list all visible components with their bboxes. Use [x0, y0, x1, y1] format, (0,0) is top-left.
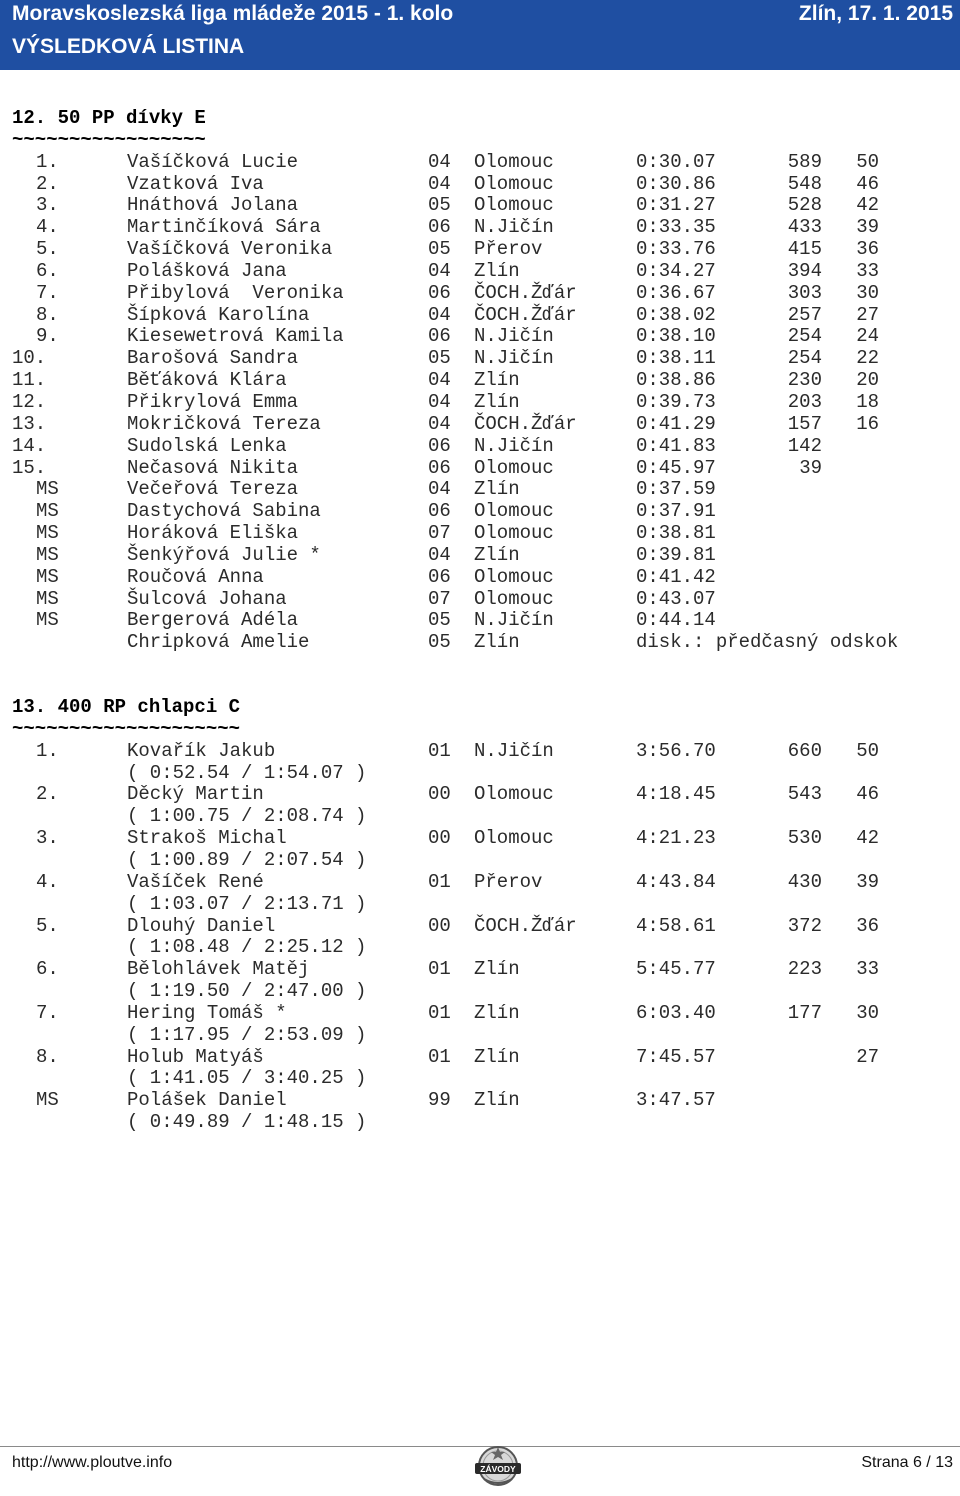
race-time: 0:37.91	[636, 500, 716, 523]
birth-year: 05	[428, 631, 451, 654]
league-score: 36	[856, 914, 879, 937]
birth-year: 04	[428, 150, 451, 173]
swimmer-name: Polášek Daniel	[127, 1089, 287, 1112]
result-row	[0, 174, 960, 196]
race-time: 0:45.97	[636, 456, 716, 479]
club-name: Olomouc	[474, 587, 554, 610]
birth-year: 06	[428, 500, 451, 523]
club-name: ČOCH.Žďár	[474, 303, 577, 326]
club-name: Zlín	[474, 958, 520, 981]
fina-points: 203	[787, 390, 822, 413]
birth-year: 07	[428, 587, 451, 610]
league-score: 20	[856, 369, 879, 392]
race-time: 0:33.76	[636, 238, 716, 261]
club-name: Zlín	[474, 369, 520, 392]
rank-cell: 5.	[36, 914, 59, 937]
club-name: N.Jičín	[474, 216, 554, 239]
event-section	[0, 697, 960, 1134]
page-number: Strana 6 / 13	[861, 1454, 953, 1471]
race-time: 0:38.86	[636, 369, 716, 392]
league-score: 18	[856, 390, 879, 413]
swimmer-name: Vašíčková Lucie	[127, 150, 299, 173]
birth-year: 00	[428, 827, 451, 850]
fina-points: 548	[787, 172, 822, 195]
result-row	[0, 741, 960, 763]
club-name: Olomouc	[474, 194, 554, 217]
rank-cell: MS	[36, 478, 59, 501]
swimmer-name: Chripková Amelie	[127, 631, 310, 654]
result-row	[0, 479, 960, 501]
rank-cell: 3.	[36, 827, 59, 850]
result-row	[0, 152, 960, 174]
split-times: ( 0:49.89 / 1:48.15 )	[127, 1111, 367, 1134]
league-score: 30	[856, 281, 879, 304]
fina-points: 223	[787, 958, 822, 981]
fina-points: 394	[787, 259, 822, 282]
league-score: 33	[856, 259, 879, 282]
result-row	[0, 632, 960, 654]
league-score: 33	[856, 958, 879, 981]
club-name: ČOCH.Žďár	[474, 914, 577, 937]
split-times-row	[0, 850, 960, 872]
document-subtitle: VÝSLEDKOVÁ LISTINA	[12, 35, 245, 58]
split-times: ( 1:19.50 / 2:47.00 )	[127, 980, 367, 1003]
event-title-underline: ~~~~~~~~~~~~~~~~~	[12, 128, 206, 151]
rank-cell: 7.	[36, 1001, 59, 1024]
club-name: ČOCH.Žďár	[474, 281, 577, 304]
fina-points: 254	[787, 325, 822, 348]
result-row	[0, 1090, 960, 1112]
club-name: Přerov	[474, 870, 543, 893]
birth-year: 06	[428, 565, 451, 588]
race-time: 0:31.27	[636, 194, 716, 217]
swimmer-name: Strakoš Michal	[127, 827, 287, 850]
rank-cell: 7.	[36, 281, 59, 304]
race-time: 6:03.40	[636, 1001, 716, 1024]
fina-points: 303	[787, 281, 822, 304]
split-times-row	[0, 1068, 960, 1090]
birth-year: 04	[428, 478, 451, 501]
race-time: 0:39.81	[636, 543, 716, 566]
race-time: 5:45.77	[636, 958, 716, 981]
split-times: ( 1:41.05 / 3:40.25 )	[127, 1067, 367, 1090]
club-name: Olomouc	[474, 150, 554, 173]
rank-cell: 1.	[36, 739, 59, 762]
league-score: 16	[856, 412, 879, 435]
club-name: N.Jičín	[474, 325, 554, 348]
league-score: 24	[856, 325, 879, 348]
place-date: Zlín, 17. 1. 2015	[798, 2, 953, 25]
fina-points: 142	[787, 434, 822, 457]
rank-cell: 9.	[36, 325, 59, 348]
rank-cell: 4.	[36, 216, 59, 239]
club-name: Olomouc	[474, 172, 554, 195]
results-content	[0, 108, 960, 1134]
race-time: 4:58.61	[636, 914, 716, 937]
rank-cell: 6.	[36, 259, 59, 282]
birth-year: 04	[428, 412, 451, 435]
swimmer-name: Šípková Karolína	[127, 303, 310, 326]
club-name: N.Jičín	[474, 739, 554, 762]
birth-year: 00	[428, 783, 451, 806]
race-time: 4:21.23	[636, 827, 716, 850]
result-row	[0, 458, 960, 480]
club-name: Zlín	[474, 390, 520, 413]
fina-points: 433	[787, 216, 822, 239]
result-row	[0, 610, 960, 632]
league-score: 50	[856, 739, 879, 762]
rank-cell: 8.	[36, 1045, 59, 1068]
swimmer-name: Mokričková Tereza	[127, 412, 321, 435]
birth-year: 04	[428, 543, 451, 566]
swimmer-name: Martinčíková Sára	[127, 216, 321, 239]
club-name: Olomouc	[474, 827, 554, 850]
birth-year: 04	[428, 303, 451, 326]
club-name: Zlín	[474, 1001, 520, 1024]
birth-year: 01	[428, 1001, 451, 1024]
league-score: 27	[856, 1045, 879, 1068]
swimmer-name: Bergerová Adéla	[127, 609, 299, 632]
league-title: Moravskoslezská liga mládeže 2015 - 1. kolo	[12, 2, 454, 25]
split-times-row	[0, 1112, 960, 1134]
rank-cell: 2.	[36, 172, 59, 195]
race-time: 0:30.07	[636, 150, 716, 173]
result-row	[0, 283, 960, 305]
split-times-row	[0, 763, 960, 785]
race-time: 0:33.35	[636, 216, 716, 239]
result-row	[0, 195, 960, 217]
race-time: 0:38.02	[636, 303, 716, 326]
race-time: 0:36.67	[636, 281, 716, 304]
race-time: 3:56.70	[636, 739, 716, 762]
race-time: 0:44.14	[636, 609, 716, 632]
club-name: Olomouc	[474, 783, 554, 806]
rank-cell: MS	[36, 522, 59, 545]
swimmer-name: Hnáthová Jolana	[127, 194, 299, 217]
club-name: Zlín	[474, 1089, 520, 1112]
result-row	[0, 414, 960, 436]
event-section	[0, 108, 960, 654]
split-times-row	[0, 894, 960, 916]
race-time: 0:41.29	[636, 412, 716, 435]
club-name: Olomouc	[474, 500, 554, 523]
birth-year: 04	[428, 369, 451, 392]
swimmer-name: Přibylová Veronika	[127, 281, 344, 304]
fina-points: 660	[787, 739, 822, 762]
club-name: N.Jičín	[474, 609, 554, 632]
result-row	[0, 261, 960, 283]
swimmer-name: Holub Matyáš	[127, 1045, 264, 1068]
club-name: N.Jičín	[474, 347, 554, 370]
swimmer-name: Roučová Anna	[127, 565, 264, 588]
race-time: 0:43.07	[636, 587, 716, 610]
split-times-row	[0, 806, 960, 828]
swimmer-name: Vašíček René	[127, 870, 264, 893]
swimmer-name: Dastychová Sabina	[127, 500, 321, 523]
rank-cell: 5.	[36, 238, 59, 261]
swimmer-name: Šenkýřová Julie *	[127, 543, 321, 566]
rank-cell: 2.	[36, 783, 59, 806]
birth-year: 01	[428, 739, 451, 762]
birth-year: 05	[428, 609, 451, 632]
club-name: Olomouc	[474, 456, 554, 479]
league-score: 42	[856, 827, 879, 850]
club-name: N.Jičín	[474, 434, 554, 457]
rank-cell: MS	[36, 609, 59, 632]
fina-points: 415	[787, 238, 822, 261]
result-row	[0, 545, 960, 567]
result-row	[0, 436, 960, 458]
birth-year: 05	[428, 347, 451, 370]
birth-year: 05	[428, 238, 451, 261]
rank-cell: MS	[36, 1089, 59, 1112]
club-name: Olomouc	[474, 522, 554, 545]
birth-year: 01	[428, 1045, 451, 1068]
result-row	[0, 916, 960, 938]
rank-cell: 4.	[36, 870, 59, 893]
swimmer-name: Kiesewetrová Kamila	[127, 325, 344, 348]
swimmer-name: Vašíčková Veronika	[127, 238, 333, 261]
birth-year: 99	[428, 1089, 451, 1112]
birth-year: 05	[428, 194, 451, 217]
league-score: 39	[856, 870, 879, 893]
result-row	[0, 959, 960, 981]
race-time: 0:38.10	[636, 325, 716, 348]
rank-cell: 15.	[12, 456, 47, 479]
rank-cell: 1.	[36, 150, 59, 173]
swimmer-name: Šulcová Johana	[127, 587, 287, 610]
birth-year: 04	[428, 172, 451, 195]
split-times: ( 0:52.54 / 1:54.07 )	[127, 761, 367, 784]
result-row	[0, 370, 960, 392]
swimmer-name: Vzatková Iva	[127, 172, 264, 195]
swimmer-name: Polášková Jana	[127, 259, 287, 282]
birth-year: 06	[428, 216, 451, 239]
rank-cell: MS	[36, 565, 59, 588]
fina-points: 372	[787, 914, 822, 937]
league-score: 39	[856, 216, 879, 239]
race-time: 4:43.84	[636, 870, 716, 893]
rank-cell: 13.	[12, 412, 47, 435]
split-times-row	[0, 981, 960, 1003]
split-times-row	[0, 937, 960, 959]
league-score: 22	[856, 347, 879, 370]
result-row	[0, 305, 960, 327]
rank-cell: 8.	[36, 303, 59, 326]
race-time: 0:38.11	[636, 347, 716, 370]
race-time: 4:18.45	[636, 783, 716, 806]
event-title: 12. 50 PP dívky E	[12, 107, 206, 129]
league-score: 50	[856, 150, 879, 173]
fina-points: 530	[787, 827, 822, 850]
rank-cell: 10.	[12, 347, 47, 370]
zavody-logo-icon	[474, 1443, 522, 1491]
race-time: 0:39.73	[636, 390, 716, 413]
disqualification-note: disk.: předčasný odskok	[636, 631, 899, 654]
club-name: Zlín	[474, 1045, 520, 1068]
swimmer-name: Sudolská Lenka	[127, 434, 287, 457]
birth-year: 06	[428, 456, 451, 479]
result-row	[0, 589, 960, 611]
swimmer-name: Dlouhý Daniel	[127, 914, 276, 937]
result-row	[0, 1047, 960, 1069]
swimmer-name: Běťáková Klára	[127, 369, 287, 392]
rank-cell: 11.	[12, 369, 47, 392]
club-name: ČOCH.Žďár	[474, 412, 577, 435]
result-row	[0, 828, 960, 850]
split-times-row	[0, 1025, 960, 1047]
league-score: 46	[856, 783, 879, 806]
fina-points: 589	[787, 150, 822, 173]
result-row	[0, 392, 960, 414]
swimmer-name: Horáková Eliška	[127, 522, 299, 545]
birth-year: 01	[428, 958, 451, 981]
rank-cell: MS	[36, 543, 59, 566]
website-link[interactable]: http://www.ploutve.info	[12, 1454, 173, 1471]
swimmer-name: Barošová Sandra	[127, 347, 299, 370]
fina-points: 177	[787, 1001, 822, 1024]
rank-cell: MS	[36, 500, 59, 523]
league-score: 36	[856, 238, 879, 261]
club-name: Přerov	[474, 238, 543, 261]
swimmer-name: Nečasová Nikita	[127, 456, 299, 479]
race-time: 0:37.59	[636, 478, 716, 501]
race-time: 3:47.57	[636, 1089, 716, 1112]
race-time: 0:34.27	[636, 259, 716, 282]
rank-cell: 14.	[12, 434, 47, 457]
club-name: Zlín	[474, 259, 520, 282]
swimmer-name: Bělohlávek Matěj	[127, 958, 310, 981]
fina-points: 430	[787, 870, 822, 893]
birth-year: 04	[428, 259, 451, 282]
club-name: Zlín	[474, 478, 520, 501]
result-row	[0, 326, 960, 348]
result-row	[0, 239, 960, 261]
birth-year: 06	[428, 281, 451, 304]
league-score: 42	[856, 194, 879, 217]
club-name: Olomouc	[474, 565, 554, 588]
split-times: ( 1:08.48 / 2:25.12 )	[127, 936, 367, 959]
result-row	[0, 567, 960, 589]
race-time: 0:41.42	[636, 565, 716, 588]
swimmer-name: Děcký Martin	[127, 783, 264, 806]
race-time: 0:30.86	[636, 172, 716, 195]
fina-points: 39	[799, 456, 822, 479]
swimmer-name: Hering Tomáš *	[127, 1001, 287, 1024]
result-row	[0, 523, 960, 545]
fina-points: 543	[787, 783, 822, 806]
event-title: 13. 400 RP chlapci C	[12, 696, 241, 719]
swimmer-name: Přikrylová Emma	[127, 390, 299, 413]
split-times: ( 1:00.75 / 2:08.74 )	[127, 805, 367, 828]
fina-points: 230	[787, 369, 822, 392]
split-times: ( 1:17.95 / 2:53.09 )	[127, 1023, 367, 1046]
fina-points: 528	[787, 194, 822, 217]
fina-points: 157	[787, 412, 822, 435]
result-row	[0, 784, 960, 806]
swimmer-name: Kovařík Jakub	[127, 739, 276, 762]
split-times: ( 1:03.07 / 2:13.71 )	[127, 892, 367, 915]
fina-points: 257	[787, 303, 822, 326]
league-score: 27	[856, 303, 879, 326]
club-name: Zlín	[474, 543, 520, 566]
rank-cell: MS	[36, 587, 59, 610]
result-row	[0, 217, 960, 239]
result-row	[0, 501, 960, 523]
birth-year: 01	[428, 870, 451, 893]
split-times: ( 1:00.89 / 2:07.54 )	[127, 849, 367, 871]
swimmer-name: Večeřová Tereza	[127, 478, 299, 501]
race-time: 7:45.57	[636, 1045, 716, 1068]
logo-text: ZÁVODY	[480, 1464, 516, 1474]
fina-points: 254	[787, 347, 822, 370]
race-time: 0:41.83	[636, 434, 716, 457]
birth-year: 06	[428, 434, 451, 457]
rank-cell: 3.	[36, 194, 59, 217]
birth-year: 04	[428, 390, 451, 413]
result-row	[0, 872, 960, 894]
club-name: Zlín	[474, 631, 520, 654]
page-footer	[0, 1446, 960, 1496]
document-header	[0, 0, 960, 70]
league-score: 30	[856, 1001, 879, 1024]
race-time: 0:38.81	[636, 522, 716, 545]
league-score: 46	[856, 172, 879, 195]
rank-cell: 12.	[12, 390, 47, 413]
result-row	[0, 348, 960, 370]
birth-year: 00	[428, 914, 451, 937]
event-title-underline: ~~~~~~~~~~~~~~~~~~~~	[12, 717, 241, 740]
result-row	[0, 1003, 960, 1025]
birth-year: 06	[428, 325, 451, 348]
rank-cell: 6.	[36, 958, 59, 981]
birth-year: 07	[428, 522, 451, 545]
